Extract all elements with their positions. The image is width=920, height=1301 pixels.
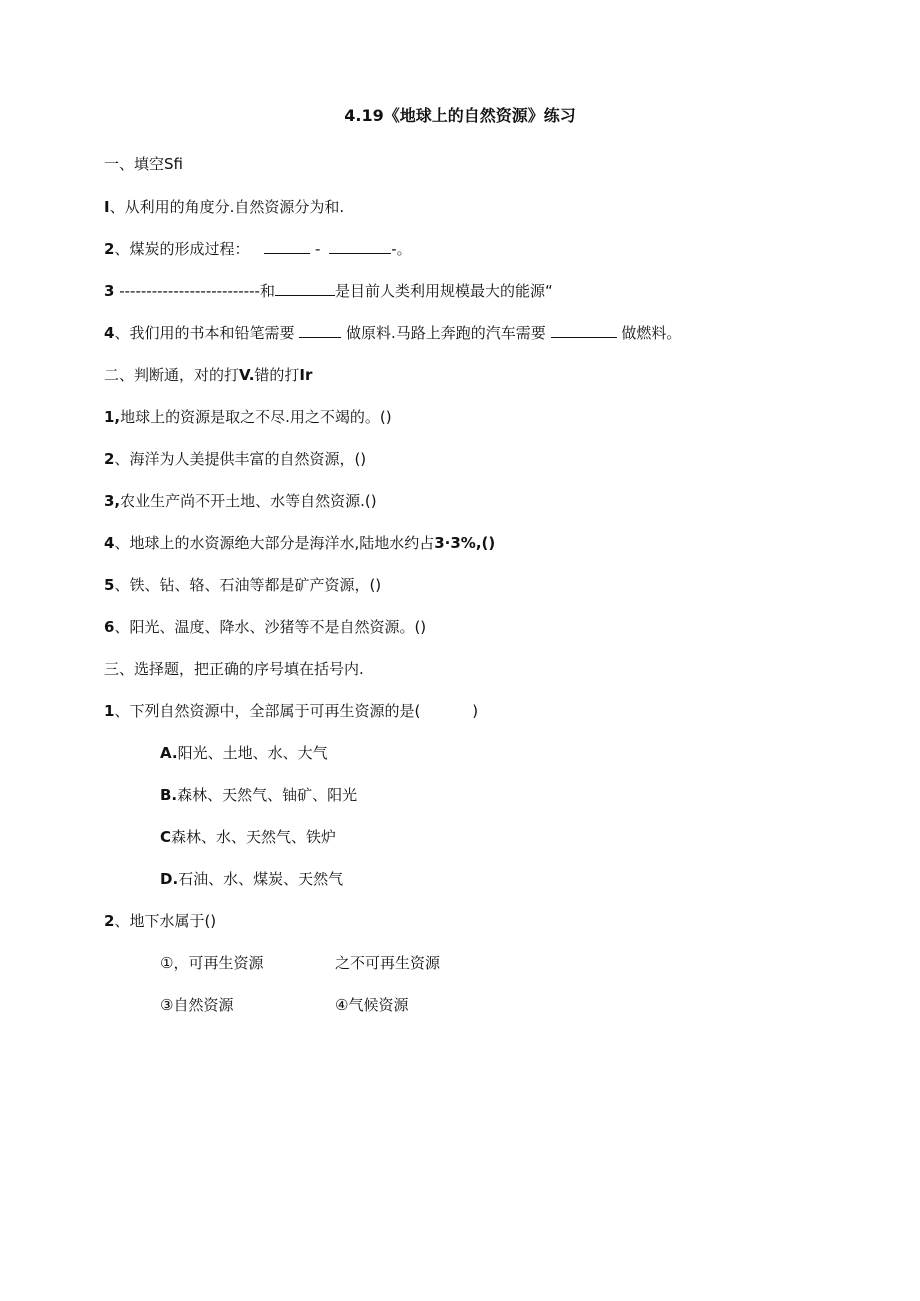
question-text: 、从利用的角度分.自然资源分为和.: [109, 198, 345, 216]
judge-question-3: [104, 491, 377, 511]
question-number: 1,: [104, 408, 121, 426]
question-text: 是目前人类利用规模最大的能源“: [334, 282, 553, 300]
question-number: 4: [104, 324, 115, 342]
fill-question-4: [104, 323, 681, 343]
fill-question-3: [104, 281, 553, 301]
question-number: 2: [104, 240, 115, 258]
choice2-option-1: ①，可再生资源: [160, 954, 264, 972]
question-number: 4: [104, 534, 115, 552]
choice-option-a: [160, 743, 328, 763]
choice2-option-2: 之不可再生资源: [335, 954, 441, 972]
choice-question-1: [104, 701, 478, 721]
question-text: 地球上的资源是取之不尽.用之不竭的。(): [120, 408, 392, 426]
choice-option-b: [160, 785, 357, 805]
heading-mark: Ir: [299, 366, 313, 384]
question-number: 2: [104, 450, 115, 468]
option-letter: C: [160, 828, 172, 846]
question-text: 和: [259, 282, 275, 300]
question-text: 做原料.马路上奔跑的汽车需要: [346, 324, 546, 342]
question-number: 5: [104, 576, 115, 594]
section2-heading: [104, 365, 312, 385]
separator: -。: [391, 240, 412, 258]
heading-text: 错的打: [254, 366, 300, 384]
close-paren: ): [472, 702, 479, 720]
option-text: 石油、水、煤炭、天然气: [178, 870, 344, 888]
section1-heading: 一、填空Sfi: [104, 155, 183, 173]
question-text: 、铁、钻、辂、石油等都是矿产资源，(): [114, 576, 382, 594]
choice-option-c: [160, 827, 336, 847]
question-text: 、我们用的书本和铅笔需要: [114, 324, 295, 342]
judge-question-2: [104, 449, 366, 469]
heading-mark: V.: [239, 366, 255, 384]
question-text: 、煤炭的形成过程：: [114, 240, 250, 258]
separator: -: [315, 240, 321, 258]
fill-question-1: [104, 197, 344, 217]
question-number: 3,: [104, 492, 121, 510]
option-text: 森林、水、天然气、铁炉: [171, 828, 337, 846]
question-text: 、下列自然资源中，全部属于可再生资源的是(: [114, 702, 421, 720]
fill-question-2: [104, 239, 412, 259]
option-text: 森林、天然气、铀矿、阳光: [177, 786, 358, 804]
question-number: 2: [104, 912, 115, 930]
question-number: 3: [104, 282, 115, 300]
question-number: I: [104, 198, 110, 216]
answer-blank[interactable]: [264, 239, 310, 254]
question-text: 农业生产尚不开土地、水等自然资源.(): [120, 492, 377, 510]
option-letter: D.: [160, 870, 179, 888]
question-number: 1: [104, 702, 115, 720]
question-number: 6: [104, 618, 115, 636]
choice-question-2: [104, 911, 216, 931]
choice2-option-3: ③自然资源: [160, 996, 234, 1014]
question-tail: 3·3%,(): [434, 534, 496, 552]
option-text: 阳光、土地、水、大气: [177, 744, 328, 762]
choice2-option-4: ④气候资源: [335, 996, 409, 1014]
answer-blank[interactable]: [329, 239, 391, 254]
judge-question-6: [104, 617, 426, 637]
question-text: 、阳光、温度、降水、沙猪等不是自然资源。(): [114, 618, 427, 636]
judge-question-1: [104, 407, 392, 427]
page-title: 4.19《地球上的自然资源》练习: [344, 106, 576, 125]
question-text: 、地下水属于(): [114, 912, 217, 930]
option-letter: A.: [160, 744, 178, 762]
question-text: 、海洋为人美提供丰富的自然资源，(): [114, 450, 367, 468]
section3-heading: 三、选择题，把正确的序号填在括号内.: [104, 660, 364, 678]
question-text: 、地球上的水资源绝大部分是海洋水,陆地水约占: [114, 534, 435, 552]
heading-text: 二、判断通，对的打: [104, 366, 240, 384]
answer-blank[interactable]: [275, 281, 335, 296]
question-text: 做燃料。: [621, 324, 682, 342]
option-letter: B.: [160, 786, 178, 804]
answer-blank[interactable]: [299, 323, 341, 338]
answer-blank[interactable]: [551, 323, 617, 338]
judge-question-4: [104, 533, 495, 553]
judge-question-5: [104, 575, 381, 595]
choice-option-d: [160, 869, 343, 889]
dash-blank: --------------------------: [119, 282, 260, 300]
